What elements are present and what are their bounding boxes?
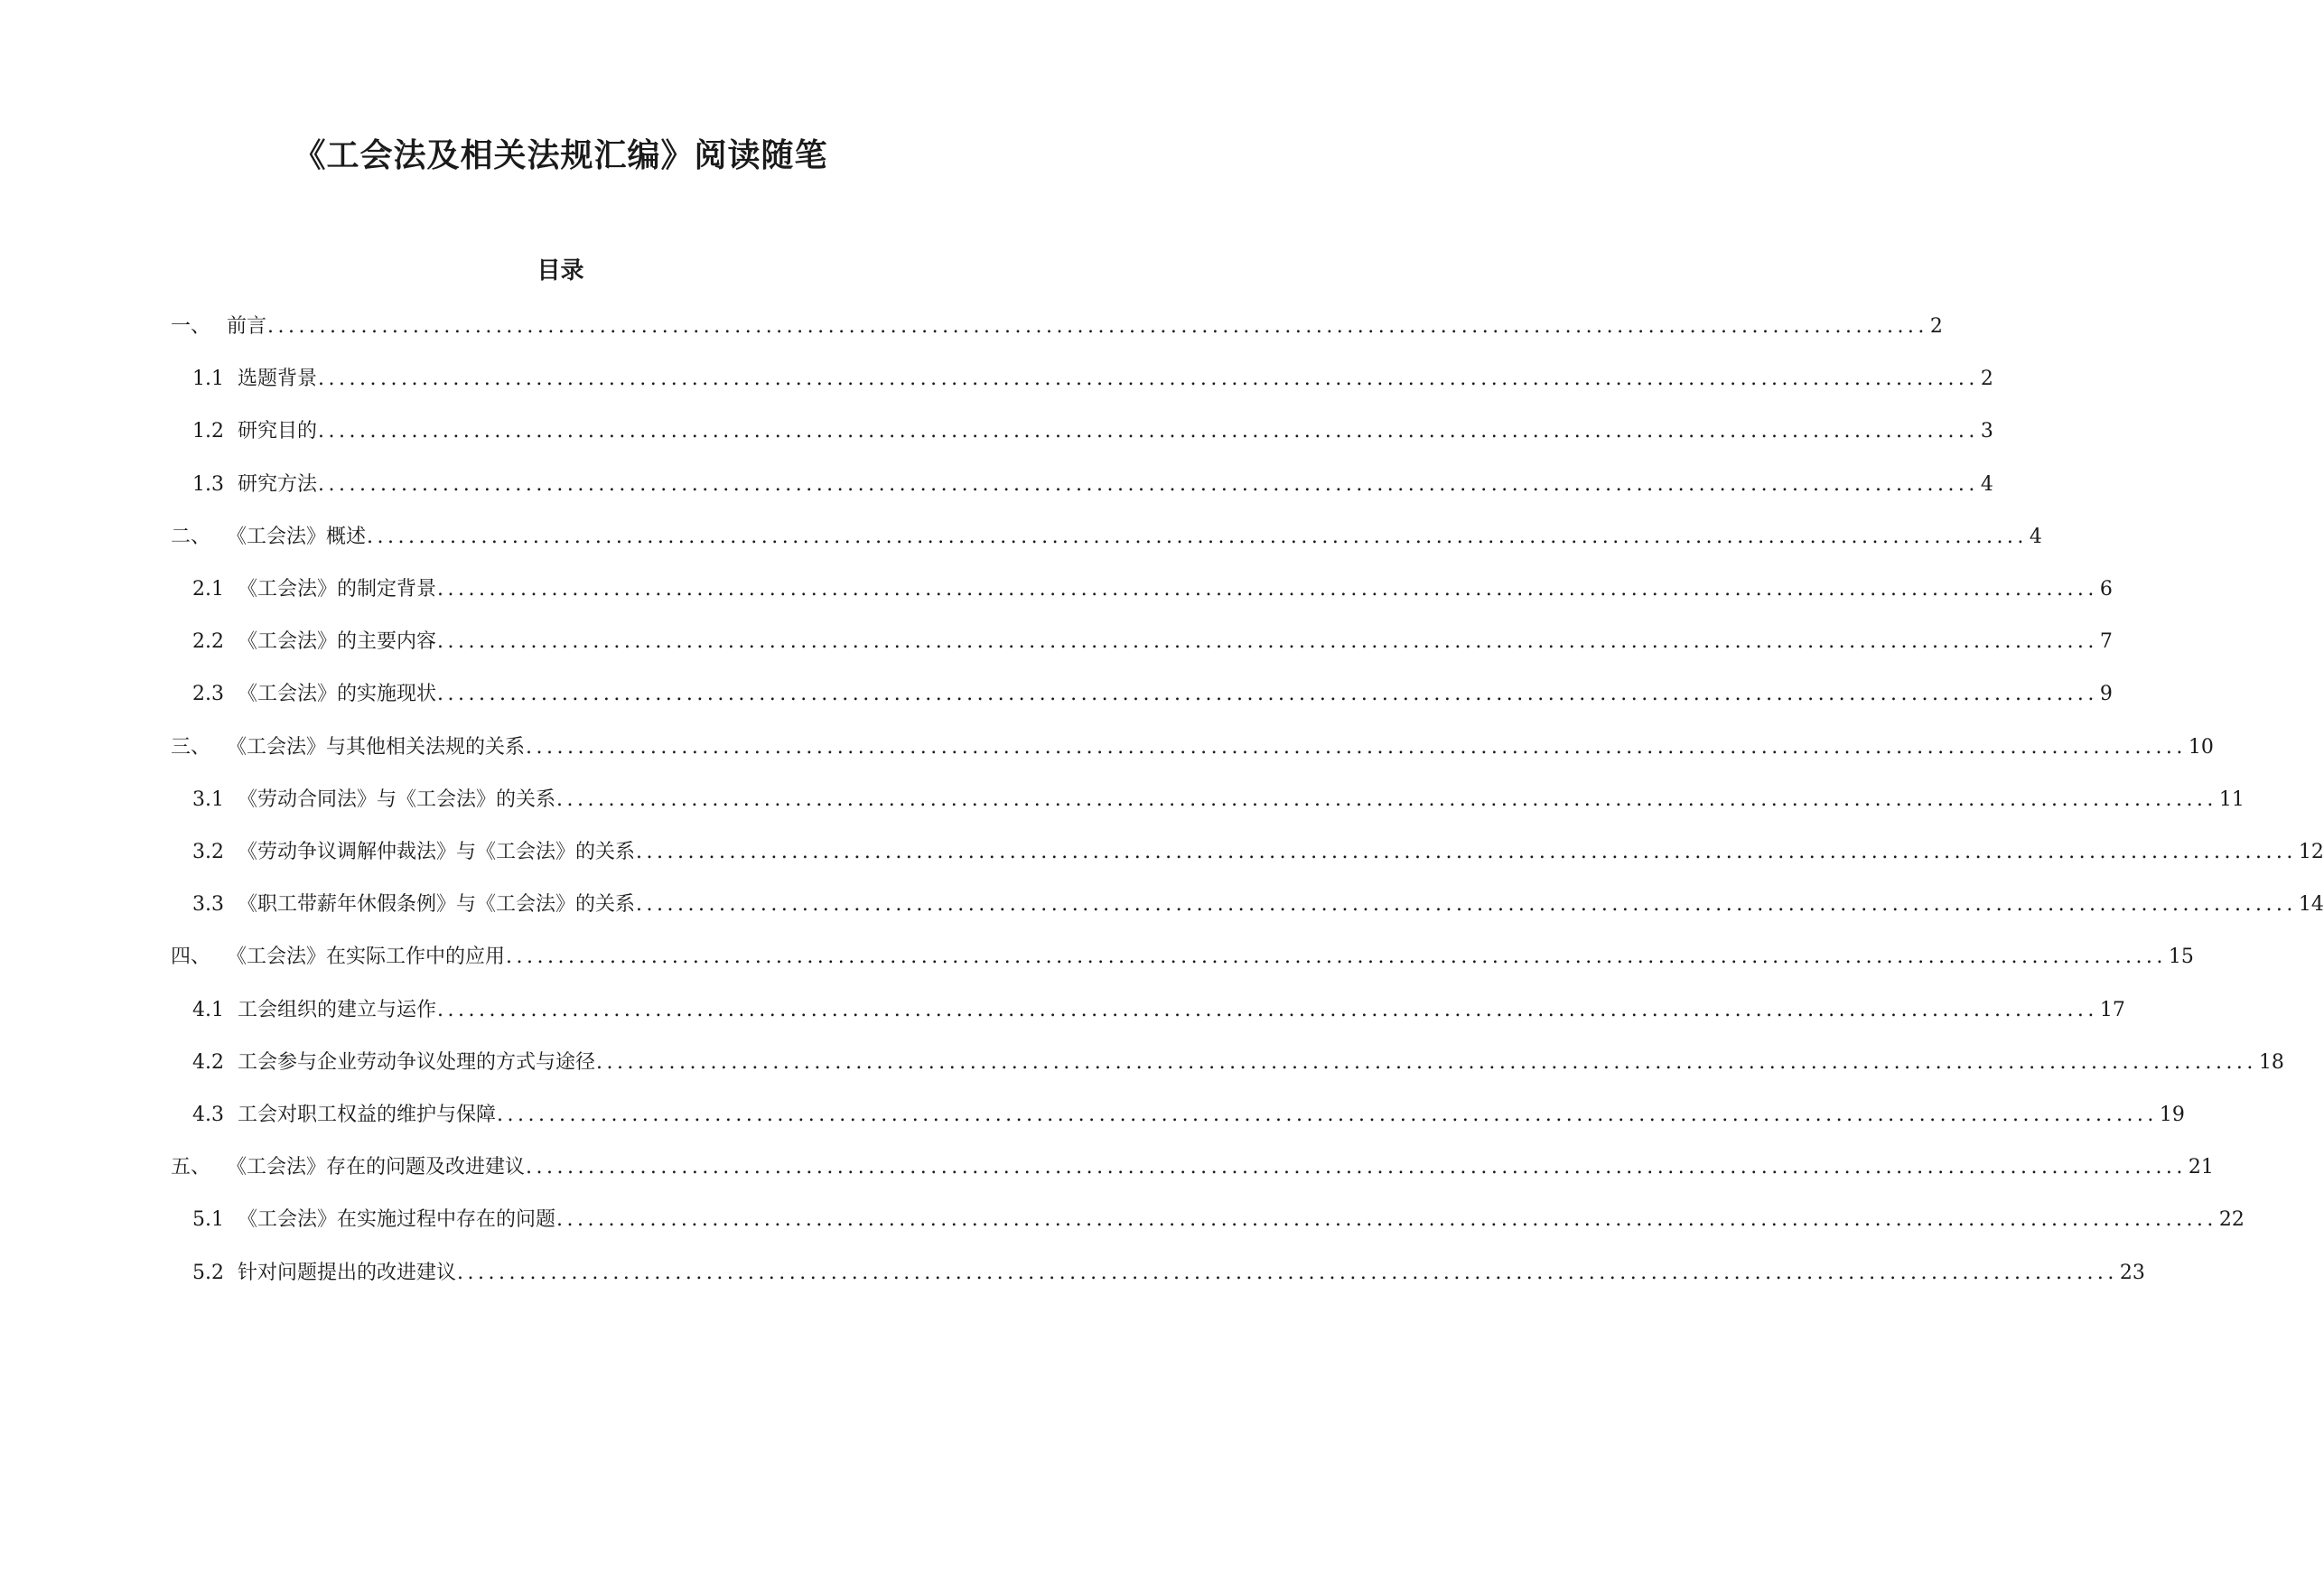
toc-entry-number: 3.1 [192, 787, 224, 811]
toc-entry-text: 工会组织的建立与运作 [238, 998, 437, 1021]
toc-entry-page: 7 [2099, 630, 2113, 654]
toc-entry-page: 23 [2119, 1261, 2145, 1284]
toc-entry-text: 《工会法》的实施现状 [238, 683, 437, 706]
toc-entry-number: 四、 [171, 946, 211, 969]
toc-entry-1-2[interactable] [192, 416, 1993, 447]
toc-entry-3-2[interactable] [192, 837, 2324, 868]
toc-entry-page: 2 [1980, 368, 1993, 391]
toc-entry-2-1[interactable] [192, 574, 2113, 605]
toc-entry-page: 19 [2159, 1104, 2185, 1126]
toc-entry-4-3[interactable] [192, 1100, 2185, 1131]
toc-leader-dots: ................................................................................................................................................................ [457, 1261, 2118, 1284]
toc-entry-text: 《工会法》的主要内容 [238, 630, 437, 654]
toc-entry-4-2[interactable] [192, 1048, 2284, 1078]
toc-leader-dots: ................................................................................................................................................................ [318, 368, 1979, 391]
toc-entry-2-3[interactable] [192, 679, 2113, 710]
toc-entry-page: 17 [2099, 998, 2125, 1021]
toc-leader-dots: ................................................................................................................................................................ [267, 315, 1928, 338]
toc-entry-page: 4 [2029, 525, 2042, 548]
toc-entry-number: 1.1 [192, 368, 224, 391]
toc-entry-text: 工会参与企业劳动争议处理的方式与途径 [238, 1050, 596, 1074]
toc-entry-number: 4.2 [192, 1050, 224, 1074]
toc-entry-number: 2.2 [192, 630, 224, 654]
toc-entry-text: 工会对职工权益的维护与保障 [238, 1104, 497, 1126]
toc-leader-dots: ................................................................................................................................................................ [437, 998, 2098, 1021]
toc-entry-page: 10 [2188, 735, 2214, 759]
toc-entry-number: 1.3 [192, 472, 224, 496]
toc-entry-text: 选题背景 [238, 368, 318, 391]
toc-entry-number: 三、 [171, 735, 211, 759]
toc-leader-dots: ................................................................................................................................................................ [497, 1104, 2158, 1126]
toc-entry-1-1[interactable] [192, 364, 1993, 395]
toc-heading: 目录 [537, 257, 584, 284]
toc-entry-4-1[interactable] [192, 995, 2125, 1026]
toc-entry-number: 一、 [171, 315, 211, 338]
toc-entry-page: 3 [1980, 420, 1993, 443]
toc-entry-page: 15 [2168, 946, 2194, 969]
toc-entry-2[interactable] [171, 522, 2042, 553]
toc-entry-5-2[interactable] [192, 1258, 2145, 1289]
toc-entry-1[interactable] [171, 312, 1943, 342]
toc-entry-page: 22 [2218, 1208, 2245, 1232]
toc-entry-text: 《工会法》在实际工作中的应用 [227, 946, 506, 969]
toc-entry-number: 1.2 [192, 420, 224, 443]
toc-entry-text: 《劳动合同法》与《工会法》的关系 [238, 787, 556, 811]
toc-leader-dots: ................................................................................................................................................................ [437, 630, 2098, 654]
toc-entry-3-1[interactable] [192, 785, 2245, 815]
toc-entry-page: 14 [2298, 893, 2324, 917]
toc-entry-2-2[interactable] [192, 627, 2113, 657]
toc-entry-number: 五、 [171, 1156, 211, 1179]
toc-entry-text: 研究方法 [238, 472, 318, 496]
toc-entry-text: 《劳动争议调解仲裁法》与《工会法》的关系 [238, 841, 636, 863]
toc-leader-dots: ................................................................................................................................................................ [437, 578, 2098, 601]
toc-entry-page: 12 [2298, 841, 2324, 863]
toc-leader-dots: ................................................................................................................................................................ [437, 683, 2098, 706]
toc-leader-dots: ................................................................................................................................................................ [636, 841, 2297, 863]
toc-leader-dots: ................................................................................................................................................................ [367, 525, 2028, 548]
toc-entry-number: 2.1 [192, 578, 224, 601]
toc-leader-dots: ................................................................................................................................................................ [318, 472, 1979, 496]
toc-entry-text: 研究目的 [238, 420, 318, 443]
toc-entry-1-3[interactable] [192, 470, 1993, 500]
toc-entry-text: 《工会法》存在的问题及改进建议 [227, 1156, 526, 1179]
toc-entry-page: 18 [2258, 1050, 2284, 1074]
toc-entry-text: 《职工带薪年休假条例》与《工会法》的关系 [238, 893, 636, 917]
toc-entry-text: 《工会法》在实施过程中存在的问题 [238, 1208, 556, 1232]
toc-entry-5-1[interactable] [192, 1205, 2245, 1235]
toc-leader-dots: ................................................................................................................................................................ [526, 1156, 2187, 1179]
toc-leader-dots: ................................................................................................................................................................ [506, 946, 2167, 969]
toc-entry-text: 针对问题提出的改进建议 [238, 1261, 457, 1284]
toc-leader-dots: ................................................................................................................................................................ [556, 787, 2217, 811]
toc-entry-page: 21 [2188, 1156, 2214, 1179]
toc-entry-number: 4.3 [192, 1104, 224, 1126]
toc-leader-dots: ................................................................................................................................................................ [556, 1208, 2217, 1232]
toc-entry-number: 4.1 [192, 998, 224, 1021]
toc-entry-number: 3.3 [192, 893, 224, 917]
toc-entry-number: 3.2 [192, 841, 224, 863]
toc-leader-dots: ................................................................................................................................................................ [526, 735, 2187, 759]
toc-entry-number: 5.1 [192, 1208, 224, 1232]
toc-entry-number: 二、 [171, 525, 211, 548]
toc-entry-4[interactable] [171, 942, 2194, 973]
document-title: 《工会法及相关法规汇编》阅读随笔 [293, 137, 828, 174]
toc-entry-page: 9 [2099, 683, 2113, 706]
toc-entry-page: 11 [2218, 787, 2245, 811]
toc-entry-3-3[interactable] [192, 890, 2324, 920]
toc-entry-text: 《工会法》概述 [227, 525, 367, 548]
toc-entry-page: 2 [1929, 315, 1943, 338]
toc-entry-page: 4 [1980, 472, 1993, 496]
toc-entry-number: 5.2 [192, 1261, 224, 1284]
toc-leader-dots: ................................................................................................................................................................ [318, 420, 1979, 443]
toc-leader-dots: ................................................................................................................................................................ [636, 893, 2297, 917]
toc-entry-page: 6 [2099, 578, 2113, 601]
toc-entry-5[interactable] [171, 1152, 2214, 1183]
toc-entry-text: 《工会法》的制定背景 [238, 578, 437, 601]
toc-entry-3[interactable] [171, 732, 2214, 763]
toc-entry-text: 前言 [227, 315, 267, 338]
toc-entry-number: 2.3 [192, 683, 224, 706]
toc-entry-text: 《工会法》与其他相关法规的关系 [227, 735, 526, 759]
toc-leader-dots: ................................................................................................................................................................ [596, 1050, 2257, 1074]
